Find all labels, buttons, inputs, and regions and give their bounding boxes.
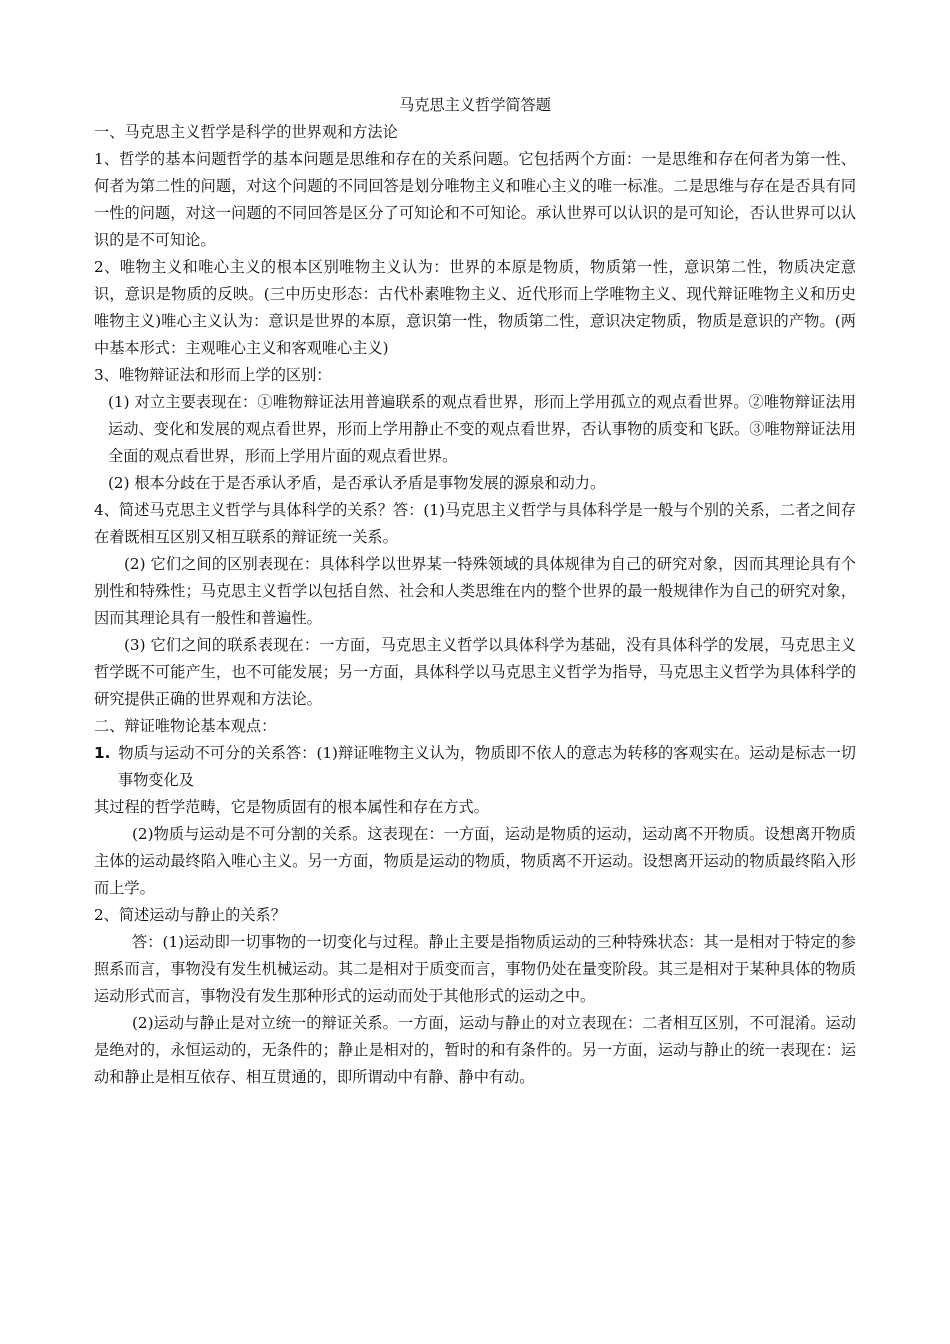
s1-question-4: 4、简述马克思主义哲学与具体科学的关系？答：(1)马克思主义哲学与具体科学是一般与个别的关系，二者之间存在着既相互区别又相互联系的辩证统一关系。 (94, 501, 856, 546)
s1-question-3-point-2: (2) 根本分歧在于是否承认矛盾，是否承认矛盾是事物发展的源泉和动力。 (108, 474, 606, 492)
s2-question-2-heading: 2、简述运动与静止的关系？ (94, 906, 286, 924)
s2-question-1-text: 物质与运动不可分的关系答：(1)辩证唯物主义认为，物质即不依人的意志为转移的客观实在。运动是标志一切事物变化及 (118, 744, 856, 789)
s1-question-4-point-3: (3) 它们之间的联系表现在：一方面，马克思主义哲学以具体科学为基础，没有具体科学的发展，马克思主义哲学既不可能产生，也不可能发展；另一方面，具体科学以马克思主义哲学为指导，马克思主义哲学为具体科学的研究提供正确的世界观和方法论。 (94, 636, 856, 708)
s2-question-1-number: 1. (94, 744, 111, 762)
s1-question-2: 2、唯物主义和唯心主义的根本区别唯物主义认为：世界的本原是物质，物质第一性，意识第二性，物质决定意识，意识是物质的反映。(三中历史形态：古代朴素唯物主义、近代形而上学唯物主义、现代辩证唯物主义和历史唯物主义)唯心主义认为：意识是世界的本原，意识第一性，物质第二性，意识决定物质，物质是意识的产物。(两中基本形式：主观唯心主义和客观唯心主义) (94, 258, 856, 357)
document-page (94, 92, 856, 1091)
s2-question-2-point-1: 答：(1)运动即一切事物的一切变化与过程。静止主要是指物质运动的三种特殊状态：其一是相对于特定的参照系而言，事物没有发生机械运动。其二是相对于质变而言，事物仍处在量变阶段。其三是相对于某种具体的物质运动形式而言，事物没有发生那种形式的运动而处于其他形式的运动之中。 (94, 933, 856, 1005)
s2-question-1-point-2: (2)物质与运动是不可分割的关系。这表现在：一方面，运动是物质的运动，运动离不开物质。设想离开物质主体的运动最终陷入唯心主义。另一方面，物质是运动的物质，物质离不开运动。设想离开运动的物质最终陷入形而上学。 (94, 825, 856, 897)
s1-question-4-point-2: (2) 它们之间的区别表现在：具体科学以世界某一特殊领域的具体规律为自己的研究对象，因而其理论具有个别性和特殊性；马克思主义哲学以包括自然、社会和人类思维在内的整个世界的最一般规律作为自己的研究对象，因而其理论具有一般性和普遍性。 (94, 555, 856, 627)
s1-question-3-heading: 3、唯物辩证法和形而上学的区别： (94, 366, 332, 384)
s2-question-1 (94, 740, 856, 794)
s2-question-1-continued: 其过程的哲学范畴，它是物质固有的根本属性和存在方式。 (94, 798, 489, 816)
section-2-heading: 二、辩证唯物论基本观点： (94, 717, 277, 735)
section-1-heading: 一、马克思主义哲学是科学的世界观和方法论 (94, 123, 398, 141)
s2-question-2-point-2: (2)运动与静止是对立统一的辩证关系。一方面，运动与静止的对立表现在：二者相互区别，不可混淆。运动是绝对的，永恒运动的，无条件的；静止是相对的，暂时的和有条件的。另一方面，运动与静止的统一表现在：运动和静止是相互依存、相互贯通的，即所谓动中有静、静中有动。 (94, 1014, 856, 1086)
document-title: 马克思主义哲学简答题 (399, 96, 551, 114)
s1-question-1: 1、哲学的基本问题哲学的基本问题是思维和存在的关系问题。它包括两个方面：一是思维和存在何者为第一性、何者为第二性的问题，对这个问题的不同回答是划分唯物主义和唯心主义的唯一标准。二是思维与存在是否具有同一性的问题，对这一问题的不同回答是区分了可知论和不可知论。承认世界可以认识的是可知论，否认世界可以认识的是不可知论。 (94, 150, 856, 249)
s1-question-3-point-1: (1) 对立主要表现在：①唯物辩证法用普遍联系的观点看世界，形而上学用孤立的观点看世界。②唯物辩证法用运动、变化和发展的观点看世界，形而上学用静止不变的观点看世界，否认事物的质变和飞跃。③唯物辩证法用全面的观点看世界，形而上学用片面的观点看世界。 (108, 393, 856, 465)
